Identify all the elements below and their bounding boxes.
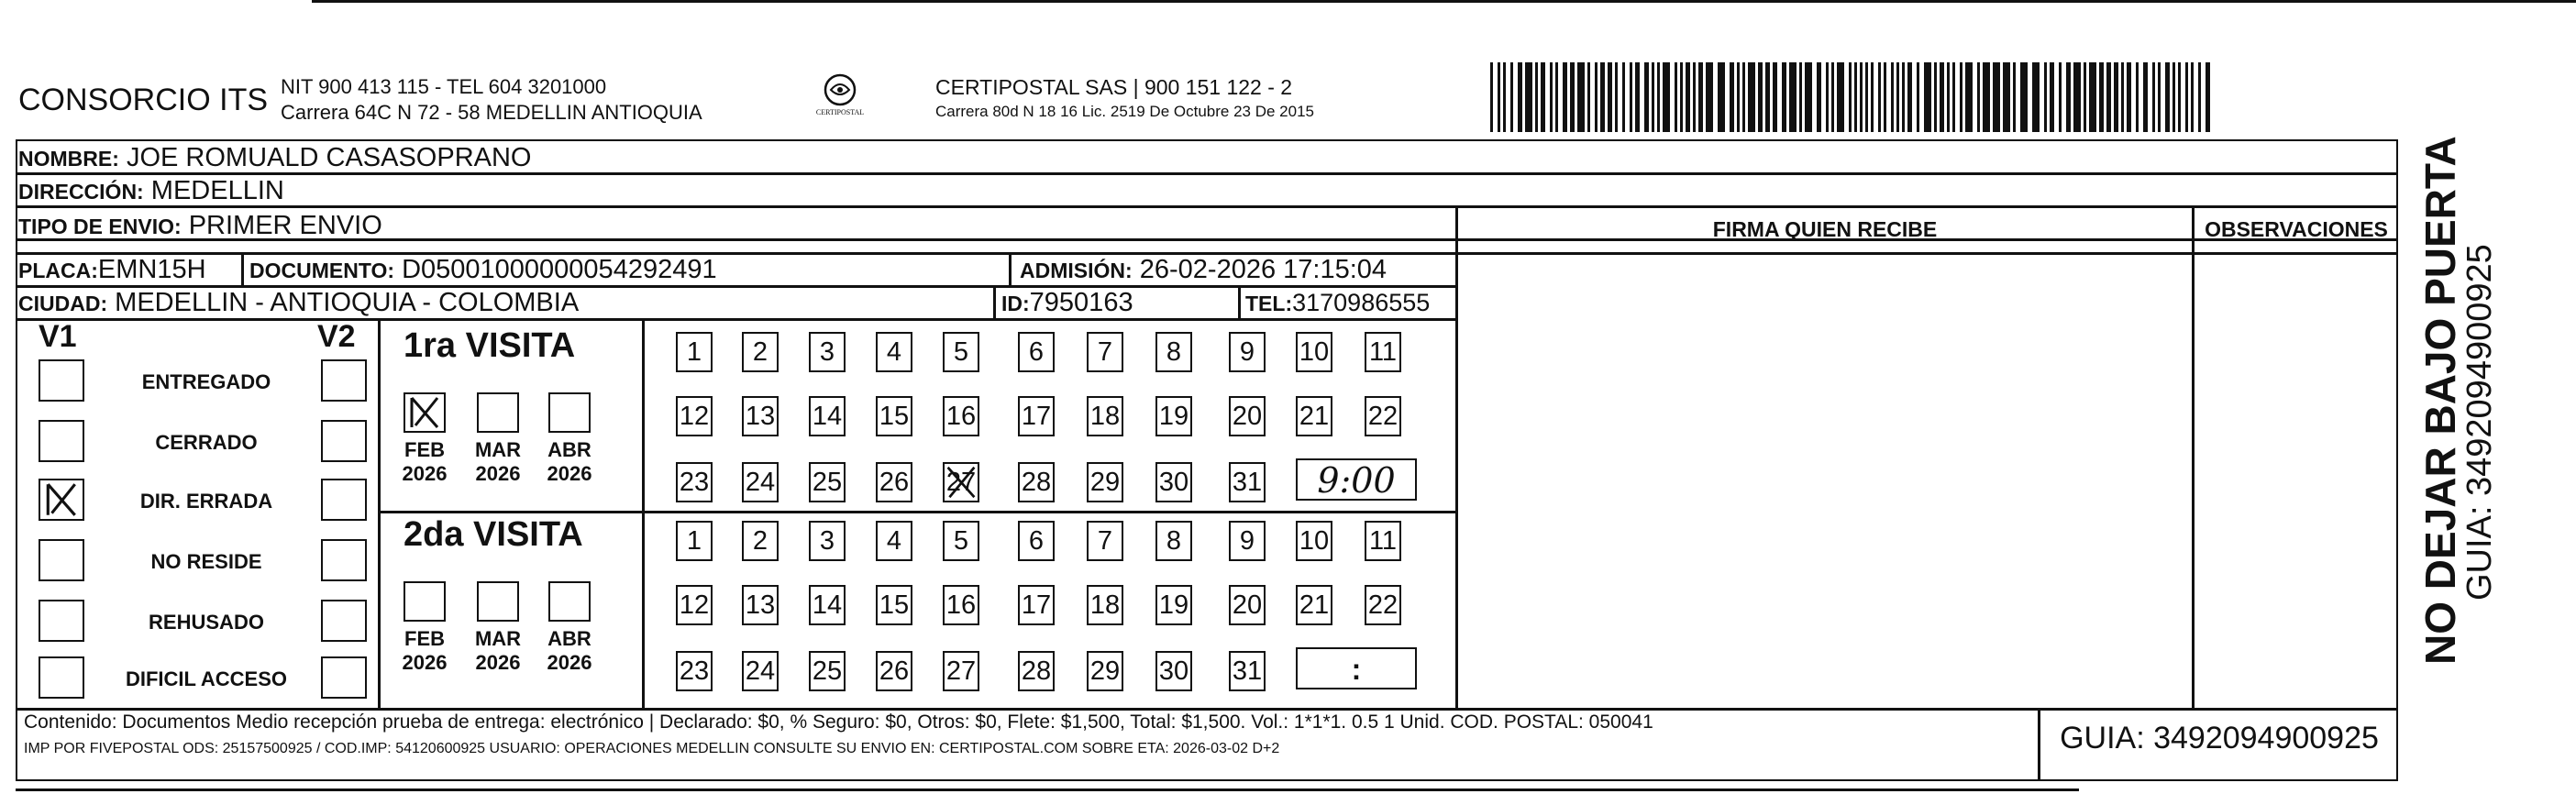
day-number: 21 <box>1299 590 1330 620</box>
day-number: 10 <box>1299 526 1330 556</box>
day-number: 21 <box>1299 402 1330 431</box>
month-checkbox[interactable] <box>477 581 519 622</box>
day-number: 9 <box>1239 337 1255 367</box>
day-number: 18 <box>1089 402 1121 431</box>
day-number: 28 <box>1021 656 1052 686</box>
day-number: 16 <box>945 590 977 620</box>
year-label: 2026 <box>475 651 521 674</box>
nombre-value: JOE ROMUALD CASASOPRANO <box>126 143 532 172</box>
day-box[interactable] <box>1155 585 1192 625</box>
day-number: 22 <box>1367 402 1399 431</box>
v2-checkbox[interactable] <box>321 600 367 642</box>
day-box[interactable] <box>809 521 846 561</box>
month-checkbox[interactable] <box>404 392 446 433</box>
day-box[interactable] <box>1155 332 1192 372</box>
day-number: 2 <box>752 337 768 367</box>
day-number: 26 <box>879 656 910 686</box>
day-box[interactable] <box>1365 332 1401 372</box>
admision-value: 26-02-2026 17:15:04 <box>1139 255 1388 284</box>
day-number: 27 <box>945 656 977 686</box>
day-box[interactable] <box>1087 396 1123 436</box>
year-label: 2026 <box>402 462 448 485</box>
day-number: 1 <box>686 526 702 556</box>
day-box[interactable] <box>809 332 846 372</box>
day-number: 25 <box>812 656 843 686</box>
tel-value: 3170986555 <box>1292 289 1431 316</box>
day-number: 2 <box>752 526 768 556</box>
day-box[interactable] <box>1296 585 1332 625</box>
day-box[interactable] <box>1365 585 1401 625</box>
day-box[interactable] <box>1087 462 1123 502</box>
top-border <box>312 0 2576 3</box>
v1-checkbox[interactable] <box>39 359 84 402</box>
day-box[interactable] <box>1229 396 1266 436</box>
day-box[interactable] <box>1155 651 1192 691</box>
first-visit-time[interactable] <box>1296 458 1417 501</box>
day-number: 30 <box>1158 468 1189 497</box>
day-number: 23 <box>679 656 710 686</box>
month-label: FEB <box>404 627 445 650</box>
day-box[interactable] <box>1296 396 1332 436</box>
day-box[interactable] <box>742 332 779 372</box>
id-label: ID: <box>1001 292 1030 315</box>
second-visit-time-value: : <box>1351 653 1362 686</box>
documento-field <box>249 253 717 287</box>
month-label: MAR <box>474 438 522 461</box>
day-box[interactable] <box>876 462 912 502</box>
day-number: 3 <box>819 526 835 556</box>
company-line2: Carrera 64C N 72 - 58 MEDELLIN ANTIOQUIA <box>281 101 702 124</box>
day-number: 8 <box>1166 526 1182 556</box>
courier-line2: Carrera 80d N 18 16 Lic. 2519 De Octubre 23 De 2015 <box>935 103 1314 120</box>
day-box[interactable] <box>876 651 912 691</box>
documento-label: DOCUMENTO: <box>249 259 395 282</box>
day-box[interactable] <box>1155 462 1192 502</box>
day-number: 31 <box>1232 468 1263 497</box>
day-box[interactable] <box>1087 585 1123 625</box>
year-label: 2026 <box>547 462 592 485</box>
second-visit-title: 2da VISITA <box>404 515 583 554</box>
observaciones-area[interactable] <box>2196 257 2396 706</box>
status-label: DIFICIL ACCESO <box>125 667 287 690</box>
v2-label: V2 <box>317 319 356 354</box>
month-label: FEB <box>404 438 445 461</box>
v1-checkbox[interactable] <box>39 539 84 581</box>
day-box[interactable] <box>1296 332 1332 372</box>
day-box[interactable] <box>676 521 713 561</box>
month-checkbox[interactable] <box>548 581 591 622</box>
day-number: 17 <box>1021 590 1052 620</box>
v1-checkbox[interactable] <box>39 479 84 521</box>
courier-line1: CERTIPOSTAL SAS | 900 151 122 - 2 <box>935 75 1293 99</box>
direccion-row <box>18 174 1459 205</box>
day-box[interactable] <box>742 585 779 625</box>
day-number: 5 <box>953 337 969 367</box>
day-box[interactable] <box>1155 521 1192 561</box>
footer-guia: GUIA: 3492094900925 <box>2060 721 2379 755</box>
day-number: 25 <box>812 468 843 497</box>
v2-checkbox[interactable] <box>321 656 367 699</box>
month-year-label <box>392 438 457 486</box>
day-number: 3 <box>819 337 835 367</box>
v2-checkbox[interactable] <box>321 479 367 521</box>
ciudad-label: CIUDAD: <box>18 292 108 315</box>
day-box[interactable] <box>943 585 979 625</box>
day-number: 11 <box>1368 526 1398 556</box>
month-checkbox[interactable] <box>548 392 591 433</box>
day-number: 20 <box>1232 402 1263 431</box>
documento-value: D05001000000054292491 <box>402 255 717 284</box>
nombre-label: NOMBRE: <box>18 147 119 171</box>
day-number: 19 <box>1158 590 1189 620</box>
day-number: 13 <box>745 590 776 620</box>
day-box[interactable] <box>1229 332 1266 372</box>
month-checkbox[interactable] <box>404 581 446 622</box>
day-box[interactable] <box>1229 585 1266 625</box>
side-notice: NO DEJAR BAJO PUERTA <box>2416 136 2464 665</box>
status-label: REHUSADO <box>149 611 264 634</box>
day-number: 13 <box>745 402 776 431</box>
v2-checkbox[interactable] <box>321 539 367 581</box>
day-number: 24 <box>745 468 776 497</box>
day-number: 15 <box>879 402 910 431</box>
month-label: ABR <box>547 627 591 650</box>
day-box[interactable] <box>876 585 912 625</box>
month-label: MAR <box>474 627 522 650</box>
day-box[interactable] <box>943 462 979 502</box>
day-box[interactable] <box>809 462 846 502</box>
day-box[interactable] <box>943 332 979 372</box>
tipo-row <box>18 209 1459 240</box>
day-box[interactable] <box>1155 396 1192 436</box>
day-box[interactable] <box>1018 462 1055 502</box>
first-visit-time-value: 9:00 <box>1317 460 1396 501</box>
day-box[interactable] <box>876 521 912 561</box>
day-number: 28 <box>1021 468 1052 497</box>
day-box[interactable] <box>1018 651 1055 691</box>
day-number: 8 <box>1166 337 1182 367</box>
status-label: DIR. ERRADA <box>139 490 273 513</box>
company-line1: NIT 900 413 115 - TEL 604 3201000 <box>281 75 607 98</box>
ciudad-value: MEDELLIN - ANTIOQUIA - COLOMBIA <box>115 288 580 317</box>
day-number: 27 <box>945 468 977 497</box>
day-box[interactable] <box>676 651 713 691</box>
month-year-label <box>392 627 457 675</box>
first-visit-title: 1ra VISITA <box>404 326 576 365</box>
year-label: 2026 <box>402 651 448 674</box>
direccion-label: DIRECCIÓN: <box>18 180 144 204</box>
day-box[interactable] <box>676 462 713 502</box>
day-number: 14 <box>812 590 843 620</box>
v2-checkbox[interactable] <box>321 359 367 402</box>
footer-contenido: Contenido: Documentos Medio recepción prueba de entrega: electrónico | Declarado: $0, % Seguro: $0, Otros: $0, Flete: $1,500, Total: $1,500. Vol.: 1*1*1. 0.5 1 Unid. COD. POSTAL: 050041 <box>24 711 1653 733</box>
day-box[interactable] <box>676 396 713 436</box>
day-box[interactable] <box>1087 332 1123 372</box>
day-number: 31 <box>1232 656 1263 686</box>
second-visit-time[interactable] <box>1296 647 1417 689</box>
month-year-label <box>466 438 530 486</box>
day-box[interactable] <box>1229 462 1266 502</box>
observaciones-label: OBSERVACIONES <box>2205 217 2388 241</box>
day-box[interactable] <box>1229 521 1266 561</box>
day-number: 29 <box>1089 656 1121 686</box>
day-number: 12 <box>679 590 710 620</box>
day-number: 18 <box>1089 590 1121 620</box>
ciudad-row <box>18 286 1459 317</box>
day-box[interactable] <box>1018 521 1055 561</box>
day-number: 17 <box>1021 402 1052 431</box>
side-guia: GUIA: 3492094900925 <box>2460 244 2499 601</box>
certipostal-logo <box>813 70 868 125</box>
day-number: 4 <box>886 526 902 556</box>
day-number: 23 <box>679 468 710 497</box>
day-number: 16 <box>945 402 977 431</box>
day-number: 15 <box>879 590 910 620</box>
placa-label: PLACA: <box>18 259 98 282</box>
day-number: 4 <box>886 337 902 367</box>
day-box[interactable] <box>742 521 779 561</box>
day-number: 10 <box>1299 337 1330 367</box>
admision-label: ADMISIÓN: <box>1020 259 1133 282</box>
month-label: ABR <box>547 438 591 461</box>
year-label: 2026 <box>475 462 521 485</box>
day-number: 14 <box>812 402 843 431</box>
day-box[interactable] <box>676 585 713 625</box>
month-checkbox[interactable] <box>477 392 519 433</box>
company-name: CONSORCIO ITS <box>18 83 269 117</box>
day-number: 6 <box>1028 337 1045 367</box>
day-box[interactable] <box>1018 396 1055 436</box>
day-box[interactable] <box>1087 521 1123 561</box>
logo-text: CERTIPOSTAL <box>815 108 865 116</box>
v1-checkbox[interactable] <box>39 600 84 642</box>
v1-label: V1 <box>39 319 77 354</box>
bottom-border <box>16 788 2079 791</box>
day-number: 29 <box>1089 468 1121 497</box>
year-label: 2026 <box>547 651 592 674</box>
nombre-row <box>18 141 1459 172</box>
day-box[interactable] <box>742 462 779 502</box>
barcode <box>1490 62 2215 132</box>
day-number: 11 <box>1368 337 1398 367</box>
day-number: 30 <box>1158 656 1189 686</box>
tel-label: TEL: <box>1245 292 1293 315</box>
direccion-value: MEDELLIN <box>150 176 284 205</box>
day-box[interactable] <box>1018 585 1055 625</box>
id-field <box>1001 286 1133 320</box>
day-number: 9 <box>1239 526 1255 556</box>
day-number: 6 <box>1028 526 1045 556</box>
day-box[interactable] <box>676 332 713 372</box>
day-number: 5 <box>953 526 969 556</box>
day-box[interactable] <box>1018 332 1055 372</box>
day-box[interactable] <box>809 396 846 436</box>
day-box[interactable] <box>1365 396 1401 436</box>
day-box[interactable] <box>876 396 912 436</box>
v1-checkbox[interactable] <box>39 656 84 699</box>
footer-imp: IMP POR FIVEPOSTAL ODS: 25157500925 / COD.IMP: 54120600925 USUARIO: OPERACIONES MEDELLIN CONSULTE SU ENVIO EN: CERTIPOSTAL.COM SOBRE ETA: 2026-03-02 D+2 <box>24 741 1280 756</box>
day-box[interactable] <box>742 651 779 691</box>
day-number: 7 <box>1097 526 1113 556</box>
status-label: ENTREGADO <box>141 370 271 393</box>
status-label: NO RESIDE <box>150 550 262 573</box>
month-year-label <box>537 438 602 486</box>
firma-label: FIRMA QUIEN RECIBE <box>1712 217 1938 241</box>
day-box[interactable] <box>943 651 979 691</box>
id-value: 7950163 <box>1029 288 1133 317</box>
placa-value: EMN15H <box>97 255 206 284</box>
day-box[interactable] <box>876 332 912 372</box>
day-box[interactable] <box>1296 521 1332 561</box>
day-box[interactable] <box>742 396 779 436</box>
v2-checkbox[interactable] <box>321 420 367 462</box>
day-box[interactable] <box>943 521 979 561</box>
day-box[interactable] <box>943 396 979 436</box>
v1-checkbox[interactable] <box>39 420 84 462</box>
month-year-label <box>466 627 530 675</box>
tipo-value: PRIMER ENVIO <box>188 211 382 240</box>
day-number: 1 <box>686 337 702 367</box>
day-number: 20 <box>1232 590 1263 620</box>
signature-area[interactable] <box>1460 257 2190 706</box>
day-number: 7 <box>1097 337 1113 367</box>
tipo-label: TIPO DE ENVIO: <box>18 215 182 238</box>
admision-field <box>1020 253 1387 287</box>
day-box[interactable] <box>1087 651 1123 691</box>
day-number: 12 <box>679 402 710 431</box>
day-box[interactable] <box>1365 521 1401 561</box>
day-number: 24 <box>745 656 776 686</box>
month-year-label <box>537 627 602 675</box>
day-box[interactable] <box>809 651 846 691</box>
day-number: 19 <box>1158 402 1189 431</box>
tel-field <box>1245 286 1430 320</box>
day-mark <box>945 464 978 501</box>
day-number: 26 <box>879 468 910 497</box>
status-label: CERRADO <box>155 431 258 454</box>
day-box[interactable] <box>809 585 846 625</box>
day-box[interactable] <box>1229 651 1266 691</box>
day-number: 22 <box>1367 590 1399 620</box>
